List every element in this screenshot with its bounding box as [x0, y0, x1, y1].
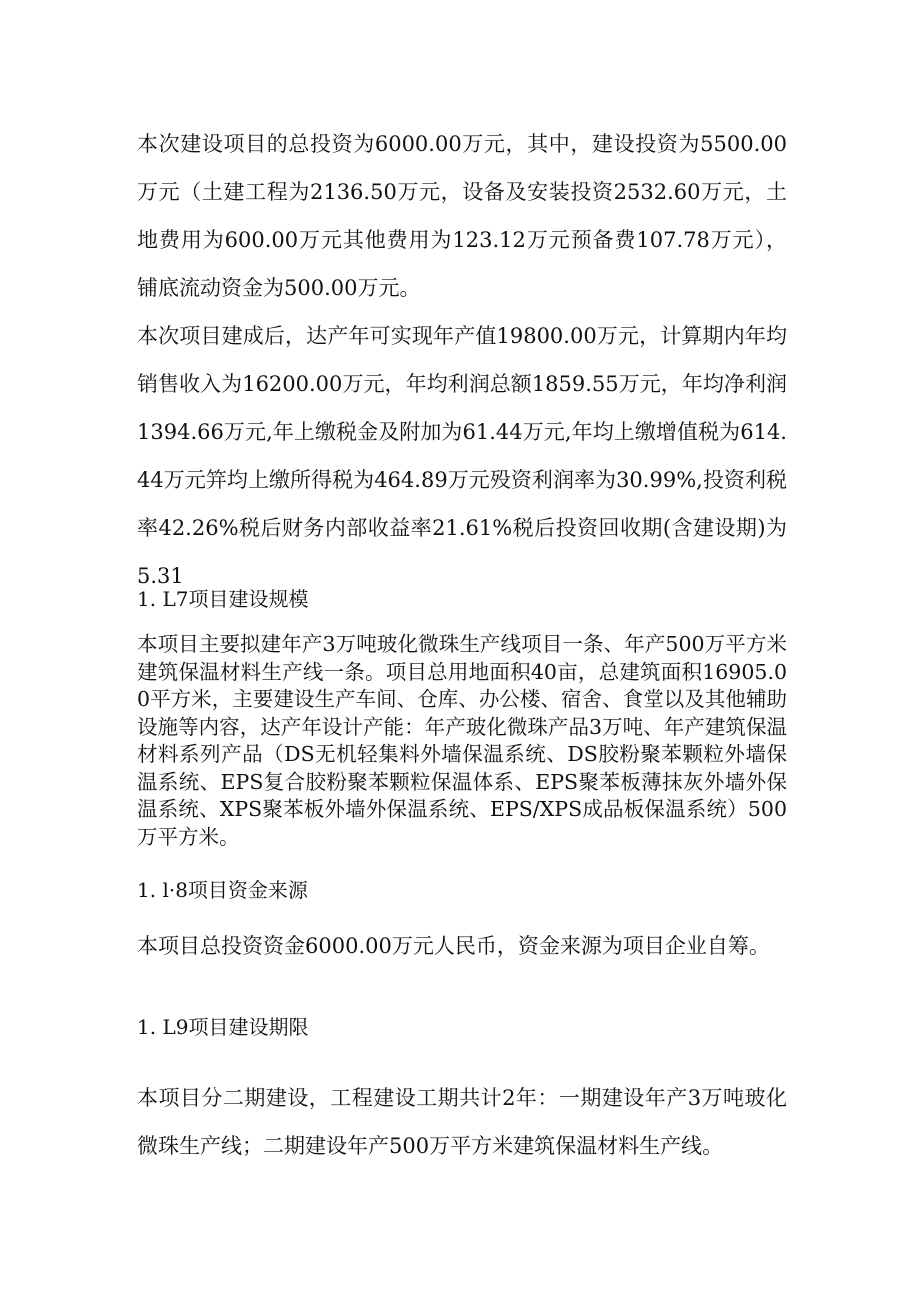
- paragraph-total-investment: 本次建设项目的总投资为6000.00万元，其中，建设投资为5500.00万元（土建工程为2136.50万元，设备及安装投资2532.60万元，土地费用为600.00万元其他费用为123.12万元预备费107.78万元），铺底流动资金为500.00万元。: [137, 132, 787, 300]
- heading-construction-period: 1. L9项目建设期限: [137, 1015, 309, 1039]
- paragraph-construction-period: 本项目分二期建设，工程建设工期共计2年：一期建设年产3万吨玻化微珠生产线；二期建设年产500万平方米建筑保温材料生产线。: [137, 1086, 787, 1158]
- paragraph-construction-scale: 本项目主要拟建年产3万吨玻化微珠生产线项目一条、年产500万平方米建筑保温材料生产线一条。项目总用地面积40亩，总建筑面积16905.00平方米，主要建设生产车间、仓库、办公楼、宿舍、食堂以及其他辅助设施等内容，达产年设计产能：年产玻化微珠产品3万吨、年产建筑保温材料系列产品（DS无机轻集料外墙保温系统、DS胶粉聚苯颗粒外墙保温系统、EPS复合胶粉聚苯颗粒保温体系、EPS聚苯板薄抹灰外墙外保温系统、XPS聚苯板外墙外保温系统、EPS/XPS成品板保温系统）500万平方米。: [137, 632, 787, 849]
- paragraph-funding-source: 本项目总投资资金6000.00万元人民币，资金来源为项目企业自筹。: [137, 934, 770, 958]
- heading-funding-source: 1. l·8项目资金来源: [137, 878, 308, 902]
- heading-construction-scale: 1. L7项目建设规模: [137, 587, 309, 611]
- paragraph-output-revenue: 本次项目建成后，达产年可实现年产值19800.00万元，计算期内年均销售收入为16200.00万元，年均利润总额1859.55万元，年均净利润1394.66万元,年上缴税金及附加为61.44万元,年均上缴增值税为614.44万元笄均上缴所得税为464.89万元殁资利润率为30.99%,投资利税率42.26%税后财务内部收益率21.61%税后投资回收期(含建设期)为5.31: [137, 324, 787, 588]
